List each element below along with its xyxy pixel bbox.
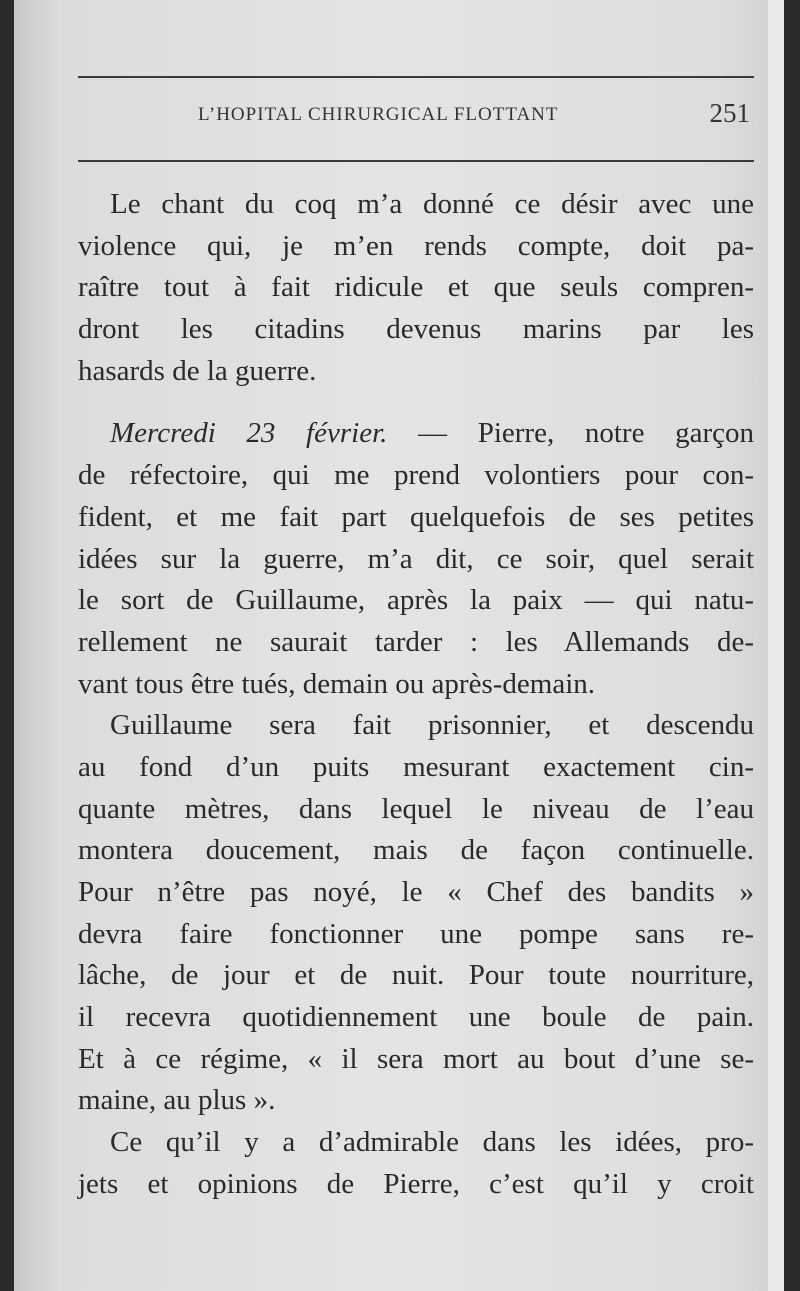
text-line: maine, au plus ».	[78, 1084, 276, 1117]
book-page	[14, 0, 784, 1291]
text-line: violence qui, je m’en rends compte, doit pa-	[78, 229, 754, 262]
text-line: de réfectoire, qui me prend volontiers pour con-	[78, 459, 754, 492]
text-line: raître tout à fait ridicule et que seuls compren-	[78, 271, 754, 304]
page-edge	[768, 0, 784, 1291]
page-number: 251	[709, 98, 750, 128]
text-line: au fond d’un puits mesurant exactement cin-	[78, 750, 754, 783]
text-line: Pour n’être pas noyé, le « Chef des bandits »	[78, 876, 754, 908]
paragraph	[78, 705, 754, 1122]
text-line: fident, et me fait part quelquefois de ses petites	[78, 500, 754, 533]
text-line: devra faire fonctionner une pompe sans re-	[78, 917, 754, 950]
text-line: vant tous être tués, demain ou après-demain.	[78, 667, 596, 700]
text-line	[78, 413, 754, 455]
paragraph	[78, 184, 754, 392]
text-line: Ce qu’il y a d’admirable dans les idées, pro-	[110, 1126, 754, 1159]
text-line: lâche, de jour et de nuit. Pour toute nourriture,	[78, 959, 754, 992]
text-fragment: — Pierre, notre garçon	[387, 417, 755, 450]
running-title: L’HOPITAL CHIRURGICAL FLOTTANT	[198, 104, 559, 125]
paragraph	[78, 413, 754, 705]
text-line: Le chant du coq m’a donné ce désir avec une	[110, 188, 754, 220]
text-line: hasards de la guerre.	[78, 354, 317, 387]
text-line: le sort de Guillaume, après la paix — qui natu-	[78, 584, 754, 617]
text-line: il recevra quotidiennement une boule de pain.	[78, 1001, 754, 1034]
text-line: dront les citadins devenus marins par les	[78, 313, 754, 346]
header-rule-top	[78, 76, 754, 78]
text-line: montera doucement, mais de façon continuelle.	[78, 834, 754, 867]
body-text	[78, 184, 754, 1206]
text-line: rellement ne saurait tarder : les Allemands de-	[78, 625, 754, 658]
text-line: idées sur la guerre, m’a dit, ce soir, quel serait	[78, 542, 754, 575]
paragraph	[78, 1122, 754, 1205]
paragraph-gap	[78, 392, 754, 413]
text-line: Guillaume sera fait prisonnier, et descendu	[110, 709, 754, 742]
text-line: quante mètres, dans lequel le niveau de l’eau	[78, 792, 754, 825]
running-head	[78, 96, 754, 136]
diary-date: Mercredi 23 février.	[110, 417, 388, 450]
text-line: jets et opinions de Pierre, c’est qu’il y croit	[78, 1167, 754, 1200]
text-line: Et à ce régime, « il sera mort au bout d’une se-	[78, 1042, 754, 1075]
header-rule-bottom	[78, 160, 754, 162]
